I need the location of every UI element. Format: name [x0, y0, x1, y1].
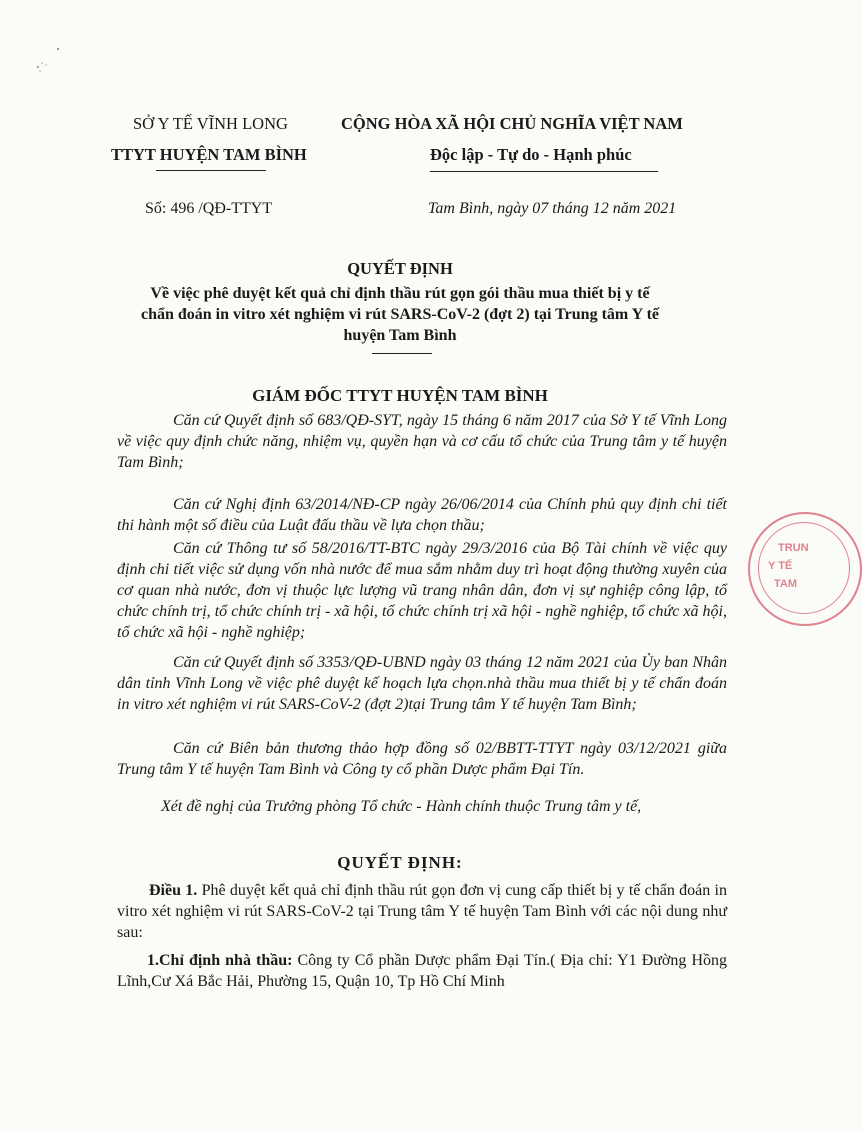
subject-line-1: Về việc phê duyệt kết quả chỉ định thầu rút gọn gói thầu mua thiết bị y tế: [150, 285, 650, 302]
basis-paragraph-2: Căn cứ Nghị định 63/2014/NĐ-CP ngày 26/06/2014 của Chính phủ quy định chi tiết thi hành một số điều của Luật đấu thầu về lựa chọn thầu;: [117, 496, 727, 534]
article-1-text: Phê duyệt kết quả chỉ định thầu rút gọn đơn vị cung cấp thiết bị y tế chẩn đoán in vitro xét nghiệm vi rút SARS-CoV-2 tại Trung tâm Y tế huyện Tam Bình với các nội dung như sau:: [117, 882, 727, 941]
subject-line-3: huyện Tam Bình: [343, 327, 457, 344]
scan-speck-mark: [32, 45, 62, 75]
item-1-label: 1.Chỉ định nhà thầu:: [147, 952, 293, 969]
motto: Độc lập - Tự do - Hạnh phúc: [430, 145, 632, 164]
authority-heading: GIÁM ĐỐC TTYT HUYỆN TAM BÌNH: [252, 386, 548, 405]
article-1-label: Điều 1.: [149, 882, 198, 899]
seal-text-2: Y TẾ: [768, 560, 793, 572]
item-1: [117, 950, 727, 992]
subject-underline: [372, 353, 432, 354]
basis-paragraph-6: Xét đề nghị của Trưởng phòng Tổ chức - Hành chính thuộc Trung tâm y tế,: [161, 798, 642, 815]
official-seal-stamp: [748, 512, 862, 626]
article-1: [117, 880, 727, 943]
document-number: Số: 496 /QĐ-TTYT: [145, 200, 273, 217]
basis-paragraph-5: Căn cứ Biên bản thương thảo hợp đồng số 02/BBTT-TTYT ngày 03/12/2021 giữa Trung tâm Y tế huyện Tam Bình và Công ty cổ phần Dược phẩm Đại Tín.: [117, 740, 727, 778]
document-title: QUYẾT ĐỊNH: [347, 259, 453, 278]
motto-underline: [430, 171, 658, 172]
item-1-text: Công ty Cổ phần Dược phẩm Đại Tín.( Địa chỉ: Y1 Đường Hồng Lĩnh,Cư Xá Bắc Hải, Phường 15, Quận 10, Tp Hồ Chí Minh: [117, 952, 727, 990]
basis-paragraph-3: Căn cứ Thông tư số 58/2016/TT-BTC ngày 29/3/2016 của Bộ Tài chính về việc quy định chi tiết việc sử dụng vốn nhà nước để mua sắm nhằm duy trì hoạt động thường xuyên của cơ quan nhà nước, đơn vị thuộc lực lượng vũ trang nhân dân, đơn vị sự nghiệp công lập, tổ chức chính trị, tổ chức chính trị - xã hội, tổ chức chính trị xã hội - nghề nghiệp, tổ chức xã hội, tổ chức xã hội - nghề nghiệp;: [117, 540, 727, 641]
basis-paragraph-1: Căn cứ Quyết định số 683/QĐ-SYT, ngày 15 tháng 6 năm 2017 của Sở Y tế Vĩnh Long về việc quy định chức năng, nhiệm vụ, quyền hạn và cơ cấu tổ chức của Trung tâm y tế huyện Tam Bình;: [117, 412, 727, 471]
document-date: Tam Bình, ngày 07 tháng 12 năm 2021: [428, 200, 677, 217]
seal-text-3: TAM: [774, 578, 798, 590]
basis-paragraph-4: Căn cứ Quyết định số 3353/QĐ-UBND ngày 03 tháng 12 năm 2021 của Ủy ban Nhân dân tỉnh Vĩnh Long về việc phê duyệt kế hoạch lựa chọn.nhà thầu mua thiết bị y tế chẩn đoán in vitro xét nghiệm vi rút SARS-CoV-2 (đợt 2)tại Trung tâm Y tế huyện Tam Bình;: [117, 654, 727, 713]
document-subject: [0, 283, 800, 346]
seal-text-1: TRUN: [778, 542, 809, 554]
subject-line-2: chẩn đoán in vitro xét nghiệm vi rút SARS-CoV-2 (đợt 2) tại Trung tâm Y tế: [140, 306, 660, 323]
org-underline: [156, 170, 266, 171]
organization-name: TTYT HUYỆN TAM BÌNH: [111, 145, 307, 164]
country-name: CỘNG HÒA XÃ HỘI CHỦ NGHĨA VIỆT NAM: [341, 114, 683, 133]
decision-heading: QUYẾT ĐỊNH:: [337, 853, 463, 872]
ministry-name: SỞ Y TẾ VĨNH LONG: [133, 114, 288, 133]
